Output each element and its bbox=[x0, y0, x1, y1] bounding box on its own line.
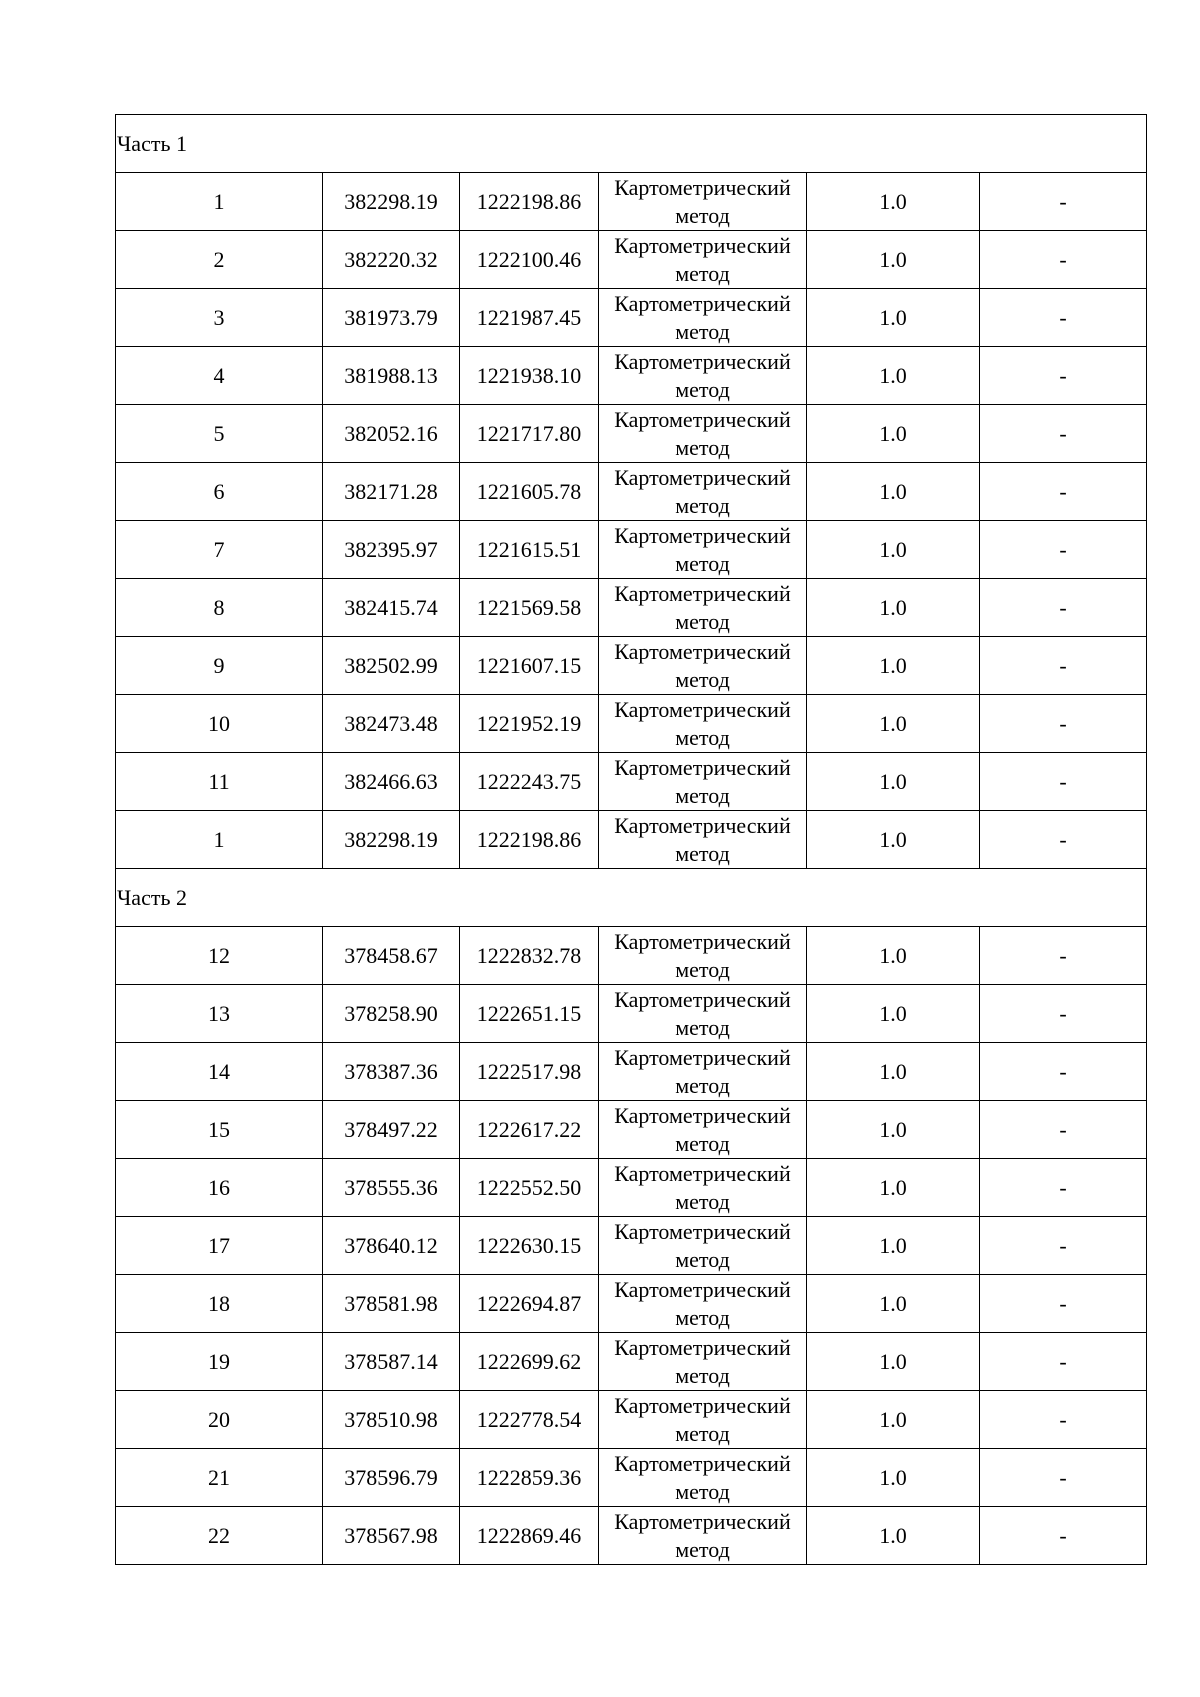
method-cell bbox=[599, 463, 807, 521]
description-cell: - bbox=[980, 173, 1147, 231]
method-line: Картометрический bbox=[614, 1334, 791, 1360]
method-line: метод bbox=[675, 956, 730, 982]
x-coordinate-cell: 378497.22 bbox=[323, 1101, 460, 1159]
method-line: Картометрический bbox=[614, 348, 791, 374]
table-row bbox=[116, 811, 1147, 869]
table-row bbox=[116, 753, 1147, 811]
method-line: метод bbox=[675, 202, 730, 228]
table-row bbox=[116, 347, 1147, 405]
y-coordinate-cell: 1222617.22 bbox=[460, 1101, 599, 1159]
x-coordinate-cell: 378387.36 bbox=[323, 1043, 460, 1101]
point-number-cell: 7 bbox=[116, 521, 323, 579]
description-cell: - bbox=[980, 579, 1147, 637]
method-cell bbox=[599, 695, 807, 753]
y-coordinate-cell: 1221987.45 bbox=[460, 289, 599, 347]
point-number-cell: 21 bbox=[116, 1449, 323, 1507]
method-line: Картометрический bbox=[614, 1450, 791, 1476]
method-line: метод bbox=[675, 840, 730, 866]
accuracy-cell: 1.0 bbox=[807, 405, 980, 463]
table-row bbox=[116, 1043, 1147, 1101]
accuracy-cell: 1.0 bbox=[807, 811, 980, 869]
accuracy-cell: 1.0 bbox=[807, 463, 980, 521]
description-cell: - bbox=[980, 405, 1147, 463]
y-coordinate-cell: 1222630.15 bbox=[460, 1217, 599, 1275]
table-row bbox=[116, 1449, 1147, 1507]
part-title: Часть 1 bbox=[116, 115, 1147, 173]
method-line: метод bbox=[675, 1188, 730, 1214]
accuracy-cell: 1.0 bbox=[807, 1101, 980, 1159]
method-line: Картометрический bbox=[614, 522, 791, 548]
x-coordinate-cell: 381988.13 bbox=[323, 347, 460, 405]
y-coordinate-cell: 1222243.75 bbox=[460, 753, 599, 811]
description-cell: - bbox=[980, 811, 1147, 869]
method-cell bbox=[599, 985, 807, 1043]
table-row bbox=[116, 521, 1147, 579]
method-cell bbox=[599, 753, 807, 811]
accuracy-cell: 1.0 bbox=[807, 1449, 980, 1507]
table-row bbox=[116, 1217, 1147, 1275]
method-line: метод bbox=[675, 318, 730, 344]
method-cell bbox=[599, 1275, 807, 1333]
description-cell: - bbox=[980, 637, 1147, 695]
point-number-cell: 18 bbox=[116, 1275, 323, 1333]
point-number-cell: 6 bbox=[116, 463, 323, 521]
point-number-cell: 1 bbox=[116, 173, 323, 231]
x-coordinate-cell: 378581.98 bbox=[323, 1275, 460, 1333]
method-line: Картометрический bbox=[614, 1508, 791, 1534]
y-coordinate-cell: 1221569.58 bbox=[460, 579, 599, 637]
x-coordinate-cell: 378587.14 bbox=[323, 1333, 460, 1391]
accuracy-cell: 1.0 bbox=[807, 231, 980, 289]
table-row bbox=[116, 1507, 1147, 1565]
point-number-cell: 4 bbox=[116, 347, 323, 405]
accuracy-cell: 1.0 bbox=[807, 1275, 980, 1333]
method-line: Картометрический bbox=[614, 1102, 791, 1128]
table-row bbox=[116, 405, 1147, 463]
point-number-cell: 19 bbox=[116, 1333, 323, 1391]
method-line: Картометрический bbox=[614, 464, 791, 490]
accuracy-cell: 1.0 bbox=[807, 637, 980, 695]
method-line: Картометрический bbox=[614, 1044, 791, 1070]
method-cell bbox=[599, 1101, 807, 1159]
method-line: Картометрический bbox=[614, 1276, 791, 1302]
x-coordinate-cell: 378596.79 bbox=[323, 1449, 460, 1507]
point-number-cell: 2 bbox=[116, 231, 323, 289]
y-coordinate-cell: 1221615.51 bbox=[460, 521, 599, 579]
description-cell: - bbox=[980, 1101, 1147, 1159]
accuracy-cell: 1.0 bbox=[807, 927, 980, 985]
point-number-cell: 20 bbox=[116, 1391, 323, 1449]
y-coordinate-cell: 1222198.86 bbox=[460, 811, 599, 869]
method-cell bbox=[599, 1043, 807, 1101]
method-line: Картометрический bbox=[614, 928, 791, 954]
method-line: Картометрический bbox=[614, 290, 791, 316]
description-cell: - bbox=[980, 231, 1147, 289]
accuracy-cell: 1.0 bbox=[807, 1391, 980, 1449]
accuracy-cell: 1.0 bbox=[807, 1043, 980, 1101]
method-line: Картометрический bbox=[614, 1160, 791, 1186]
method-cell bbox=[599, 1449, 807, 1507]
table-row bbox=[116, 1101, 1147, 1159]
method-line: метод bbox=[675, 1246, 730, 1272]
x-coordinate-cell: 382395.97 bbox=[323, 521, 460, 579]
method-line: Картометрический bbox=[614, 406, 791, 432]
description-cell: - bbox=[980, 1217, 1147, 1275]
method-line: метод bbox=[675, 724, 730, 750]
description-cell: - bbox=[980, 521, 1147, 579]
description-cell: - bbox=[980, 753, 1147, 811]
point-number-cell: 5 bbox=[116, 405, 323, 463]
accuracy-cell: 1.0 bbox=[807, 753, 980, 811]
point-number-cell: 8 bbox=[116, 579, 323, 637]
x-coordinate-cell: 378258.90 bbox=[323, 985, 460, 1043]
method-line: Картометрический bbox=[614, 580, 791, 606]
method-line: метод bbox=[675, 1536, 730, 1562]
description-cell: - bbox=[980, 289, 1147, 347]
method-line: метод bbox=[675, 1420, 730, 1446]
x-coordinate-cell: 382052.16 bbox=[323, 405, 460, 463]
method-line: метод bbox=[675, 1130, 730, 1156]
method-cell bbox=[599, 1159, 807, 1217]
x-coordinate-cell: 378567.98 bbox=[323, 1507, 460, 1565]
table-row bbox=[116, 1159, 1147, 1217]
point-number-cell: 9 bbox=[116, 637, 323, 695]
method-line: метод bbox=[675, 666, 730, 692]
method-line: Картометрический bbox=[614, 1392, 791, 1418]
description-cell: - bbox=[980, 985, 1147, 1043]
y-coordinate-cell: 1221605.78 bbox=[460, 463, 599, 521]
method-line: метод bbox=[675, 1072, 730, 1098]
method-line: метод bbox=[675, 376, 730, 402]
y-coordinate-cell: 1222859.36 bbox=[460, 1449, 599, 1507]
method-cell bbox=[599, 231, 807, 289]
method-line: метод bbox=[675, 492, 730, 518]
y-coordinate-cell: 1222778.54 bbox=[460, 1391, 599, 1449]
part-header-row bbox=[116, 115, 1147, 173]
description-cell: - bbox=[980, 463, 1147, 521]
table-row bbox=[116, 695, 1147, 753]
description-cell: - bbox=[980, 1275, 1147, 1333]
y-coordinate-cell: 1221607.15 bbox=[460, 637, 599, 695]
table-row bbox=[116, 231, 1147, 289]
accuracy-cell: 1.0 bbox=[807, 173, 980, 231]
coordinates-table bbox=[115, 114, 1147, 1565]
description-cell: - bbox=[980, 1449, 1147, 1507]
description-cell: - bbox=[980, 1391, 1147, 1449]
point-number-cell: 13 bbox=[116, 985, 323, 1043]
method-line: Картометрический bbox=[614, 1218, 791, 1244]
x-coordinate-cell: 382220.32 bbox=[323, 231, 460, 289]
method-cell bbox=[599, 811, 807, 869]
method-line: метод bbox=[675, 550, 730, 576]
table-row bbox=[116, 637, 1147, 695]
description-cell: - bbox=[980, 927, 1147, 985]
y-coordinate-cell: 1222517.98 bbox=[460, 1043, 599, 1101]
part-title: Часть 2 bbox=[116, 869, 1147, 927]
description-cell: - bbox=[980, 1159, 1147, 1217]
y-coordinate-cell: 1221717.80 bbox=[460, 405, 599, 463]
description-cell: - bbox=[980, 1043, 1147, 1101]
y-coordinate-cell: 1222699.62 bbox=[460, 1333, 599, 1391]
method-line: Картометрический bbox=[614, 812, 791, 838]
x-coordinate-cell: 382473.48 bbox=[323, 695, 460, 753]
method-cell bbox=[599, 289, 807, 347]
method-cell bbox=[599, 405, 807, 463]
accuracy-cell: 1.0 bbox=[807, 289, 980, 347]
x-coordinate-cell: 381973.79 bbox=[323, 289, 460, 347]
method-line: метод bbox=[675, 782, 730, 808]
y-coordinate-cell: 1222869.46 bbox=[460, 1507, 599, 1565]
x-coordinate-cell: 378555.36 bbox=[323, 1159, 460, 1217]
x-coordinate-cell: 382171.28 bbox=[323, 463, 460, 521]
point-number-cell: 1 bbox=[116, 811, 323, 869]
x-coordinate-cell: 382466.63 bbox=[323, 753, 460, 811]
method-cell bbox=[599, 637, 807, 695]
point-number-cell: 16 bbox=[116, 1159, 323, 1217]
point-number-cell: 22 bbox=[116, 1507, 323, 1565]
table-row bbox=[116, 1391, 1147, 1449]
x-coordinate-cell: 378458.67 bbox=[323, 927, 460, 985]
method-cell bbox=[599, 579, 807, 637]
point-number-cell: 17 bbox=[116, 1217, 323, 1275]
description-cell: - bbox=[980, 1333, 1147, 1391]
table-row bbox=[116, 173, 1147, 231]
y-coordinate-cell: 1221938.10 bbox=[460, 347, 599, 405]
description-cell: - bbox=[980, 695, 1147, 753]
x-coordinate-cell: 378510.98 bbox=[323, 1391, 460, 1449]
method-cell bbox=[599, 521, 807, 579]
part-header-row bbox=[116, 869, 1147, 927]
point-number-cell: 3 bbox=[116, 289, 323, 347]
method-cell bbox=[599, 1217, 807, 1275]
table-row bbox=[116, 985, 1147, 1043]
method-line: метод bbox=[675, 1362, 730, 1388]
accuracy-cell: 1.0 bbox=[807, 579, 980, 637]
method-cell bbox=[599, 1391, 807, 1449]
y-coordinate-cell: 1222198.86 bbox=[460, 173, 599, 231]
point-number-cell: 11 bbox=[116, 753, 323, 811]
accuracy-cell: 1.0 bbox=[807, 521, 980, 579]
point-number-cell: 10 bbox=[116, 695, 323, 753]
method-line: Картометрический bbox=[614, 174, 791, 200]
method-cell bbox=[599, 1507, 807, 1565]
method-cell bbox=[599, 1333, 807, 1391]
table-row bbox=[116, 1333, 1147, 1391]
method-line: Картометрический bbox=[614, 696, 791, 722]
y-coordinate-cell: 1222100.46 bbox=[460, 231, 599, 289]
accuracy-cell: 1.0 bbox=[807, 985, 980, 1043]
table-row bbox=[116, 463, 1147, 521]
point-number-cell: 14 bbox=[116, 1043, 323, 1101]
method-cell bbox=[599, 927, 807, 985]
y-coordinate-cell: 1222651.15 bbox=[460, 985, 599, 1043]
table-row bbox=[116, 1275, 1147, 1333]
y-coordinate-cell: 1221952.19 bbox=[460, 695, 599, 753]
point-number-cell: 15 bbox=[116, 1101, 323, 1159]
point-number-cell: 12 bbox=[116, 927, 323, 985]
method-line: метод bbox=[675, 260, 730, 286]
method-line: метод bbox=[675, 1014, 730, 1040]
accuracy-cell: 1.0 bbox=[807, 1217, 980, 1275]
method-cell bbox=[599, 173, 807, 231]
table-row bbox=[116, 579, 1147, 637]
method-line: Картометрический bbox=[614, 986, 791, 1012]
accuracy-cell: 1.0 bbox=[807, 1507, 980, 1565]
method-line: Картометрический bbox=[614, 638, 791, 664]
x-coordinate-cell: 382298.19 bbox=[323, 811, 460, 869]
method-line: метод bbox=[675, 608, 730, 634]
method-line: метод bbox=[675, 434, 730, 460]
y-coordinate-cell: 1222552.50 bbox=[460, 1159, 599, 1217]
accuracy-cell: 1.0 bbox=[807, 1159, 980, 1217]
table-row bbox=[116, 289, 1147, 347]
x-coordinate-cell: 382415.74 bbox=[323, 579, 460, 637]
accuracy-cell: 1.0 bbox=[807, 695, 980, 753]
method-line: метод bbox=[675, 1304, 730, 1330]
accuracy-cell: 1.0 bbox=[807, 347, 980, 405]
x-coordinate-cell: 378640.12 bbox=[323, 1217, 460, 1275]
x-coordinate-cell: 382298.19 bbox=[323, 173, 460, 231]
table-row bbox=[116, 927, 1147, 985]
method-line: Картометрический bbox=[614, 232, 791, 258]
y-coordinate-cell: 1222694.87 bbox=[460, 1275, 599, 1333]
method-line: Картометрический bbox=[614, 754, 791, 780]
method-line: метод bbox=[675, 1478, 730, 1504]
description-cell: - bbox=[980, 1507, 1147, 1565]
x-coordinate-cell: 382502.99 bbox=[323, 637, 460, 695]
y-coordinate-cell: 1222832.78 bbox=[460, 927, 599, 985]
coordinates-table-body bbox=[116, 115, 1147, 1565]
accuracy-cell: 1.0 bbox=[807, 1333, 980, 1391]
description-cell: - bbox=[980, 347, 1147, 405]
method-cell bbox=[599, 347, 807, 405]
